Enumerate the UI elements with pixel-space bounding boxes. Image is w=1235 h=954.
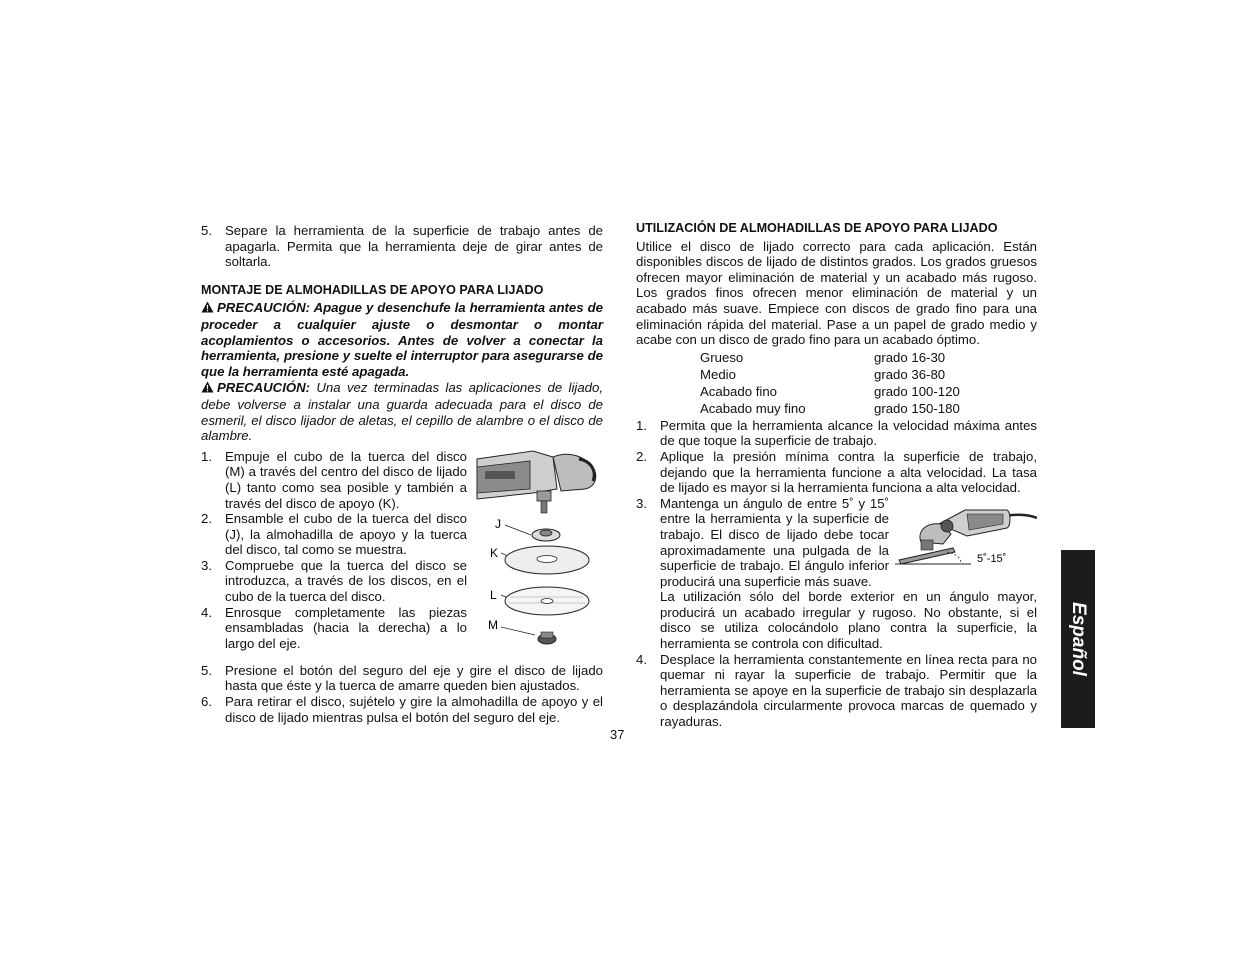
language-side-tab <box>1061 550 1095 728</box>
label-j: J <box>495 516 501 531</box>
caution-block-1 <box>201 300 603 379</box>
usage-step-2 <box>636 449 1037 496</box>
intro-step <box>201 223 603 270</box>
warning-triangle-icon <box>201 301 214 317</box>
label-m: M <box>488 617 498 632</box>
step-number: 3. <box>201 557 212 573</box>
step-text: Empuje el cubo de la tuerca del disco (M) a través del centro del disco de lijado (L) tanto como sea posible y también a través del disco de apoyo (K). <box>225 448 467 511</box>
usage-intro: Utilice el disco de lijado correcto para cada aplicación. Están disponibles discos de lijado de distintos grados. Los grados gruesos ofrecen mayor eliminación de material y un acabado más rugoso. Los grados finos ofrecen menor eliminación de material y un acabado más suave. Empiece con discos de grado fino para una eliminación rápida del material. Pase a un papel de grado medio y acabe con un disco de grado fino para un acabado óptimo. <box>636 238 1037 348</box>
mounting-step-1 <box>201 449 467 511</box>
grade-row <box>700 383 1037 400</box>
usage-step-4 <box>636 652 1037 730</box>
mounting-step-4 <box>201 605 467 652</box>
left-column <box>201 223 603 725</box>
label-k: K <box>490 545 499 560</box>
caution-label: PRECAUCIÓN: <box>217 380 311 396</box>
grade-row <box>700 400 1037 417</box>
step-text: Desplace la herramienta constantemente en línea recta para no quemar ni rayar la superficie de trabajo. Permitir que la herramienta se apoye en la superficie de trabajo sin desplazarla o desplazándola circularmente provoca marcas de quemado y rayaduras. <box>660 651 1037 730</box>
step-number: 1. <box>201 448 212 464</box>
step-text: Aplique la presión mínima contra la superficie de trabajo, dejando que la herramienta funcione a alta velocidad. La tasa de lijado es mayor si la herramienta funciona a alta velocidad. <box>660 448 1037 496</box>
step-text: Presione el botón del seguro del eje y gire el disco de lijado hasta que éste y la tuerca de amarre queden bien ajustados. <box>225 662 603 694</box>
grade-name: Acabado muy fino <box>700 400 806 416</box>
section-heading-usage: UTILIZACIÓN DE ALMOHADILLAS DE APOYO PARA LIJADO <box>636 221 998 235</box>
step-number: 2. <box>636 448 647 464</box>
mounting-steps <box>201 449 603 725</box>
mounting-step-6 <box>201 694 603 725</box>
step-number: 2. <box>201 511 212 527</box>
step-number: 5. <box>201 223 212 238</box>
grade-value: grado 100-120 <box>874 383 960 399</box>
step-number: 4. <box>201 604 212 620</box>
grade-row <box>700 366 1037 383</box>
step-text: Ensamble el cubo de la tuerca del disco (J), la almohadilla de apoyo y la tuerca del disco, tal como se muestra. <box>225 511 467 558</box>
step-number: 1. <box>636 417 647 433</box>
mounting-step-5 <box>201 663 603 694</box>
caution-text: Una vez terminadas las aplicaciones de lijado, debe volverse a instalar una guarda adecuada para el disco de esmeril, el disco lijador de aletas, el cepillo de alambre o el disco de alambre. <box>201 380 603 444</box>
angle-label: 5˚-15˚ <box>977 552 1007 565</box>
grade-name: Acabado fino <box>700 383 777 399</box>
grade-value: grado 150-180 <box>874 400 960 416</box>
usage-step-3 <box>636 496 1037 652</box>
grade-table <box>700 349 1037 417</box>
step-number: 6. <box>201 693 212 709</box>
step-text: Mantenga un ángulo de entre 5˚ y 15˚ entre la herramienta y la superficie de trabajo. El disco de lijado debe tocar aproximadamente una pulgada de la superficie de trabajo. El ángulo inferior producirá una superficie más suave. <box>660 495 889 589</box>
grade-value: grado 36-80 <box>874 366 946 382</box>
grade-row <box>700 349 1037 366</box>
step-text: Enrosque completamente las piezas ensambladas (hacia la derecha) a lo largo del eje. <box>225 604 467 651</box>
section-heading-mounting: MONTAJE DE ALMOHADILLAS DE APOYO PARA LIJADO <box>201 282 544 297</box>
right-column <box>636 221 1037 730</box>
angle-grinder-figure <box>895 496 1037 574</box>
step-text: Separe la herramienta de la superficie de trabajo antes de apagarla. Permita que la herramienta deje de girar antes de soltarla. <box>225 223 603 270</box>
grade-name: Medio <box>700 366 736 382</box>
grade-name: Grueso <box>700 349 744 365</box>
page-number: 37 <box>610 727 625 742</box>
caution-block-2 <box>201 380 603 443</box>
language-tab-label: Español <box>1068 602 1089 676</box>
backing-pad-assembly-figure <box>475 449 603 661</box>
usage-steps <box>636 418 1037 730</box>
usage-step-1 <box>636 418 1037 449</box>
step-text: Para retirar el disco, sujételo y gire la almohadilla de apoyo y el disco de lijado mientras pulsa el botón del seguro del eje. <box>225 693 603 725</box>
step-number: 3. <box>636 495 647 511</box>
step-text: Compruebe que la tuerca del disco se introduzca, a través de los discos, en el cubo de la tuerca del disco. <box>225 557 467 605</box>
mounting-step-2 <box>201 511 467 558</box>
mounting-step-3 <box>201 558 467 605</box>
label-l: L <box>490 587 497 602</box>
step-continuation: La utilización sólo del borde exterior en un ángulo mayor, producirá un acabado irregular y rugoso. No obstante, si el disco se utiliza colocándolo plano contra la superficie, la herramienta se controla con dificultad. <box>660 589 1037 652</box>
step-body <box>660 496 1037 652</box>
warning-triangle-icon <box>201 381 214 397</box>
caution-label: PRECAUCIÓN: <box>217 300 311 316</box>
grade-value: grado 16-30 <box>874 349 946 365</box>
step-number: 4. <box>636 651 647 667</box>
caution-text: Apague y desenchufe la herramienta antes de proceder a cualquier ajuste o desmontar o montar acoplamientos o accesorios. Antes de volver a conectar la herramienta, presione y suelte el interruptor para asegurarse de que la herramienta esté apagada. <box>201 300 603 379</box>
step-number: 5. <box>201 662 212 678</box>
step-text: Permita que la herramienta alcance la velocidad máxima antes de que toque la superficie de trabajo. <box>660 417 1037 449</box>
